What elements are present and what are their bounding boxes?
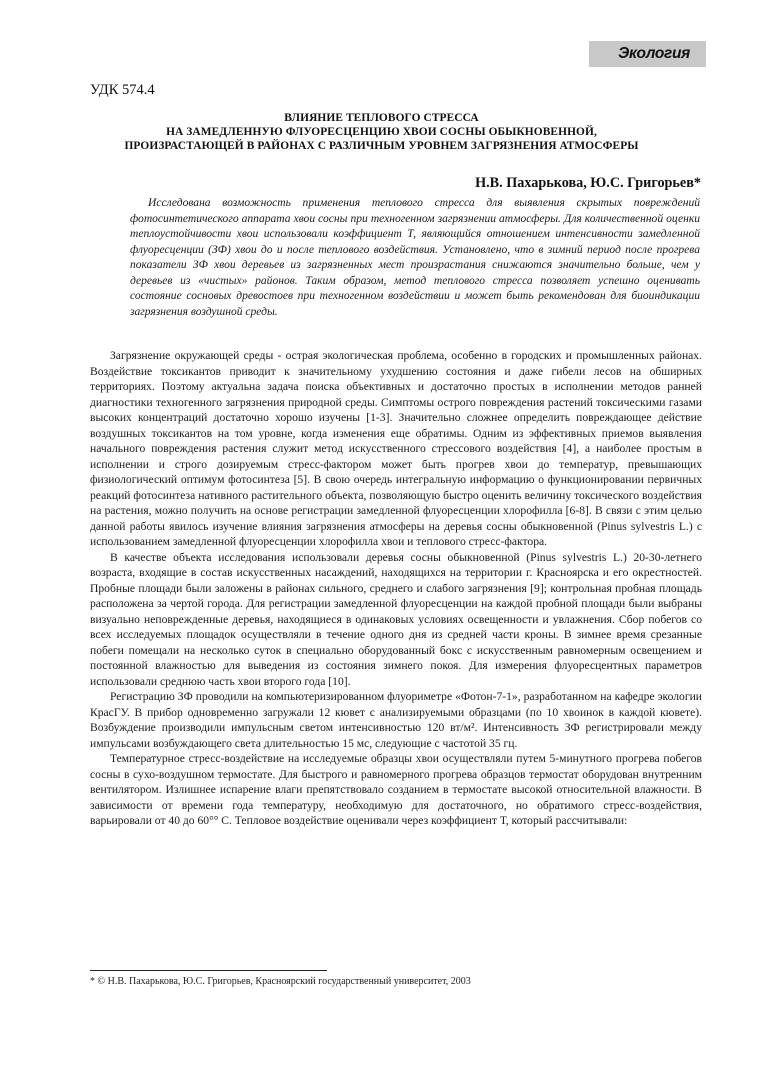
article-body xyxy=(90,348,702,829)
body-paragraph-3: Регистрацию ЗФ проводили на компьютеризированном флуориметре «Фотон-7-1», разработанном на кафедре экологии КрасГУ. В прибор одновременно загружали 12 кювет с анализируемыми образцами (по 10 хвоинок в каждой кювете). Возбуждение производили импульсным светом интенсивностью 120 вт/м². Интенсивность ЗФ регистрировали между импульсами возбуждающего света длительностью 15 мс, следующие с частотой 35 гц. xyxy=(90,690,702,750)
authors: Н.В. Пахарькова, Ю.С. Григорьев* xyxy=(475,175,701,191)
body-paragraph-4: Температурное стресс-воздействие на исследуемые образцы хвои осуществляли путем 5-минутного прогрева побегов сосны в сухо-воздушном термостате. Для быстрого и равномерного прогрева образцов термостат оборудован внутренним вентилятором. Излишнее испарение влаги препятствовало созданием в термостате высокой относительной влажности. В зависимости от времени года температуру, необходимую для достаточного, но обратимого стресс-воздействия, варьировали от 40 до 60°° С. Тепловое воздействие оценивали через коэффициент Т, который рассчитывали: xyxy=(90,752,702,827)
title-line-2: НА ЗАМЕДЛЕННУЮ ФЛУОРЕСЦЕНЦИЮ ХВОИ СОСНЫ ОБЫКНОВЕННОЙ, xyxy=(166,126,597,138)
article-title xyxy=(60,111,703,153)
udk-code: УДК 574.4 xyxy=(90,82,155,98)
abstract: Исследована возможность применения теплового стресса для выявления скрытых повреждений фотосинтетического аппарата хвои сосны при техногенном загрязнении атмосферы. Для количественной оценки теплоустойчивости хвои использовали коэффициент Т, являющийся отношением интенсивности замедленной флуоресценции (ЗФ) хвои до и после теплового воздействия. Установлено, что в зимний период после прогрева показатели ЗФ хвои деревьев из загрязненных мест произрастания снижаются значительно больше, чем у деревьев из «чистых» районов. Таким образом, метод теплового стресса позволяет успешно оценивать состояние сосновых древостоев при техногенном воздействии и может быть рекомендован для биоиндикации загрязнения воздушной среды. xyxy=(130,197,700,318)
section-header-bar xyxy=(589,41,706,67)
title-line-1: ВЛИЯНИЕ ТЕПЛОВОГО СТРЕССА xyxy=(284,112,479,124)
title-line-3: ПРОИЗРАСТАЮЩЕЙ В РАЙОНАХ С РАЗЛИЧНЫМ УРОВНЕМ ЗАГРЯЗНЕНИЯ АТМОСФЕРЫ xyxy=(124,140,639,152)
footnote: * © Н.В. Пахарькова, Ю.С. Григорьев, Красноярский государственный университет, 2003 xyxy=(90,976,471,987)
body-paragraph-2: В качестве объекта исследования использовали деревья сосны обыкновенной (Pinus sylvestris L.) 20-30-летнего возраста, входящие в состав искусственных насаждений, находящихся на территории г. Красноярска и его окрестностей. Пробные площади были заложены в районах сильного, среднего и слабого загрязнения [9]; контрольная пробная площадь расположена за чертой города. Для регистрации замедленной флуоресценции на каждой пробной площади были выбраны визуально неповрежденные деревья, находящиеся в одинаковых условиях освещенности и увлажнения. Сбор побегов со всех исследуемых площадок осуществляли в течение одного дня из средней части кроны. В зимнее время срезанные побеги помещали на несколько суток в специально оборудованный бокс с искусственным равномерным освещением и постоянной влажностью для выведения из состояния зимнего покоя. Для измерения флуоресцентных параметров использовали среднюю часть хвои второго года [10]. xyxy=(90,550,702,688)
footnote-divider xyxy=(90,970,327,971)
body-paragraph-1: Загрязнение окружающей среды - острая экологическая проблема, особенно в городских и промышленных районах. Воздействие токсикантов приводит к значительному ухудшению состояния и даже гибели лесов на обширных территориях. Поэтому актуальна задача поиска объективных и достаточно простых в исполнении методов ранней диагностики техногенного загрязнения природной среды. Симптомы острого повреждения растений токсическими газами высоких концентраций достаточно хорошо изучены [1-3]. Значительно сложнее определить повреждающее действие воздушных токсикантов на том уровне, когда изменения еще обратимы. Одним из эффективных приемов выявления начального повреждения растения служит метод искусственного стрессового воздействия [4], а наиболее простым в исполнении и строго дозируемым стресс-фактором может быть прогрев хвои до температур, превышающих физиологический оптимум фотосинтеза [5]. В свою очередь интегральную информацию о функционировании первичных реакций фотосинтеза нативного растительного объекта, позволяющую быстро оценить величину токсического воздействия на растения, можно получить на основе регистрации замедленной флуоресценции хлорофилла [6-8]. В связи с этим целью данной работы явилось изучение влияния загрязнения атмосферы на деревья сосны обыкновенной (Pinus sylvestris L.) с использованием замедленной флуоресценции хлорофилла хвои и теплового стресс-фактора. xyxy=(90,349,702,548)
section-label: Экология xyxy=(618,45,690,62)
